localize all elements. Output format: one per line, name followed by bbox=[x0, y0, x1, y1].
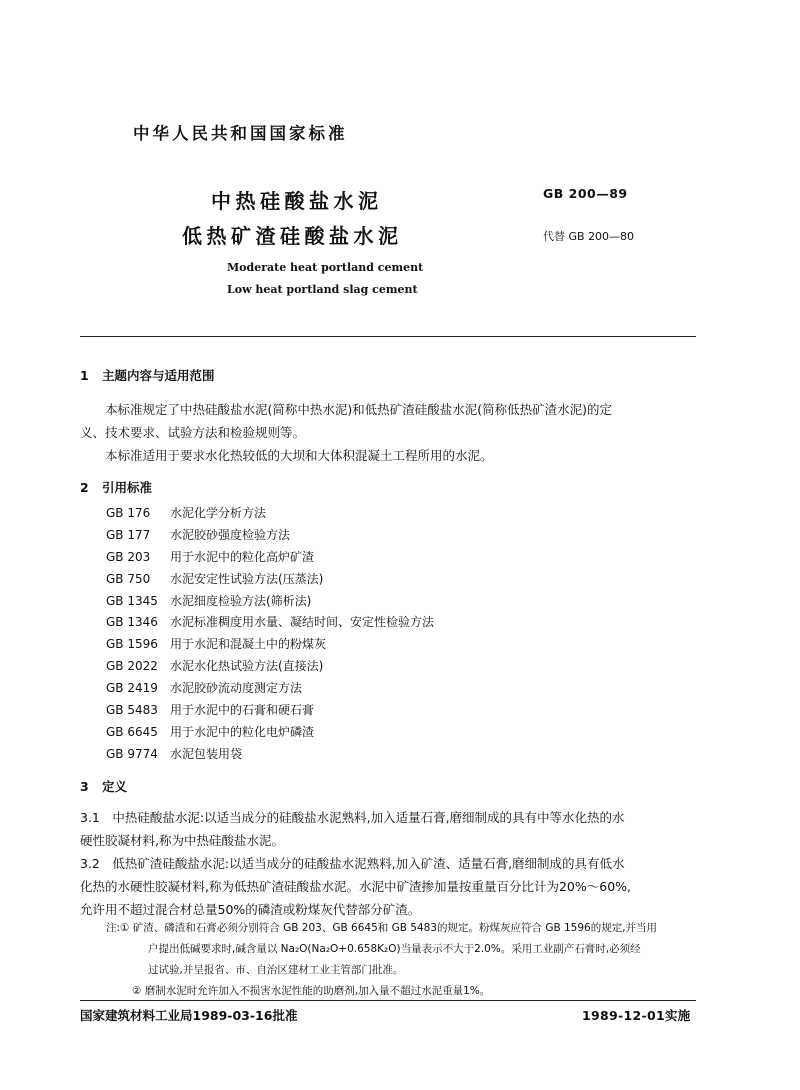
definition-3-2-line3: 允许用不超过混合材总量50%的磷渣或粉煤灰代替部分矿渣。 bbox=[80, 902, 421, 917]
reference-item bbox=[106, 635, 434, 657]
section-title: 引用标准 bbox=[102, 480, 153, 495]
reference-title: 水泥包装用袋 bbox=[170, 746, 243, 761]
reference-title: 用于水泥中的粒化电炉磷渣 bbox=[170, 724, 315, 739]
effective-date: 1989-12-01实施 bbox=[582, 1008, 691, 1023]
footer-divider bbox=[80, 1000, 696, 1001]
reference-title: 水泥水化热试验方法(直接法) bbox=[170, 659, 324, 674]
definition-3-1-line2: 硬性胶凝材料,称为中热硅酸盐水泥。 bbox=[80, 833, 284, 848]
reference-item bbox=[106, 613, 434, 635]
reference-item bbox=[106, 745, 434, 767]
document-title-line2: 低热矿渣硅酸盐水泥 bbox=[182, 224, 403, 248]
section-1-para2: 本标准适用于要求水化热较低的大坝和大体积混凝土工程所用的水泥。 bbox=[105, 448, 493, 463]
standard-number: GB 200—89 bbox=[543, 186, 628, 201]
reference-item bbox=[106, 701, 434, 723]
header-divider bbox=[80, 336, 696, 337]
reference-code: GB 177 bbox=[106, 527, 151, 542]
section-number: 2 bbox=[80, 480, 89, 495]
reference-code: GB 1345 bbox=[106, 593, 158, 608]
reference-code: GB 6645 bbox=[106, 724, 158, 739]
reference-item bbox=[106, 723, 434, 745]
reference-code: GB 1596 bbox=[106, 637, 158, 652]
section-2-heading bbox=[80, 478, 152, 496]
reference-item bbox=[106, 526, 434, 548]
reference-code: GB 176 bbox=[106, 506, 151, 520]
reference-code: GB 203 bbox=[106, 549, 151, 564]
reference-code: GB 750 bbox=[106, 571, 151, 586]
note-2: ② 磨制水泥时允许加入不损害水泥性能的助磨剂,加入量不超过水泥重量1%。 bbox=[132, 985, 491, 997]
section-3-heading bbox=[80, 777, 127, 795]
reference-title: 用于水泥中的粒化高炉矿渣 bbox=[170, 549, 315, 564]
reference-title: 水泥胶砂强度检验方法 bbox=[170, 527, 291, 542]
reference-title: 水泥胶砂流动度测定方法 bbox=[170, 681, 303, 696]
reference-item bbox=[106, 504, 434, 526]
definition-3-1-line1: 3.1 中热硅酸盐水泥:以适当成分的硅酸盐水泥熟料,加入适量石膏,磨细制成的具有中等水化热的水 bbox=[80, 810, 625, 825]
reference-code: GB 2419 bbox=[106, 681, 158, 696]
section-number: 3 bbox=[80, 779, 89, 794]
document-title-line1: 中热硅酸盐水泥 bbox=[211, 189, 383, 213]
reference-item bbox=[106, 592, 434, 614]
reference-code: GB 1346 bbox=[106, 615, 158, 630]
reference-title: 用于水泥中的石膏和硬石膏 bbox=[170, 703, 315, 718]
definition-3-2-line1: 3.2 低热矿渣硅酸盐水泥:以适当成分的硅酸盐水泥熟料,加入矿渣、适量石膏,磨细制成的具有低水 bbox=[80, 856, 625, 871]
section-1-para1-line1: 本标准规定了中热硅酸盐水泥(简称中热水泥)和低热矿渣硅酸盐水泥(简称低热矿渣水泥)的定 bbox=[105, 402, 613, 417]
reference-title: 水泥安定性试验方法(压蒸法) bbox=[170, 571, 324, 586]
section-1-heading bbox=[80, 366, 215, 384]
english-title-line2: Low heat portland slag cement bbox=[227, 283, 418, 296]
note-1-line1: 注:① 矿渣、磷渣和石膏必须分别符合 GB 203、GB 6645和 GB 5483的规定。粉煤灰应符合 GB 1596的规定,并当用 bbox=[106, 922, 658, 934]
approval-statement: 国家建筑材料工业局1989-03-16批准 bbox=[80, 1008, 298, 1023]
reference-item bbox=[106, 548, 434, 570]
reference-item bbox=[106, 679, 434, 701]
national-standard-heading: 中华人民共和国国家标准 bbox=[133, 124, 348, 143]
reference-title: 水泥标准稠度用水量、凝结时间、安定性检验方法 bbox=[170, 615, 435, 630]
reference-code: GB 2022 bbox=[106, 659, 158, 674]
section-title: 定义 bbox=[102, 779, 128, 794]
reference-list bbox=[106, 504, 434, 767]
section-title: 主题内容与适用范围 bbox=[102, 368, 215, 383]
section-number: 1 bbox=[80, 368, 89, 383]
note-1-line3: 过试验,并呈报省、市、自治区建材工业主管部门批准。 bbox=[148, 964, 404, 976]
reference-title: 水泥细度检验方法(筛析法) bbox=[170, 593, 312, 608]
english-title-line1: Moderate heat portland cement bbox=[227, 261, 424, 274]
reference-title: 用于水泥和混凝土中的粉煤灰 bbox=[170, 637, 327, 652]
replaces-standard: 代替 GB 200—80 bbox=[543, 230, 635, 243]
note-1-line2: 户提出低碱要求时,碱含量以 Na₂O(Na₂O+0.658K₂O)当量表示不大于2.0%。采用工业副产石膏时,必须经 bbox=[148, 943, 641, 955]
reference-code: GB 9774 bbox=[106, 746, 158, 761]
reference-title: 水泥化学分析方法 bbox=[170, 506, 267, 520]
definition-3-2-line2: 化热的水硬性胶凝材料,称为低热矿渣硅酸盐水泥。水泥中矿渣掺加量按重量百分比计为20%～60%, bbox=[80, 879, 632, 894]
section-1-para1-line2: 义、技术要求、试验方法和检验规则等。 bbox=[80, 425, 306, 440]
reference-item bbox=[106, 657, 434, 679]
reference-code: GB 5483 bbox=[106, 703, 158, 718]
reference-item bbox=[106, 570, 434, 592]
